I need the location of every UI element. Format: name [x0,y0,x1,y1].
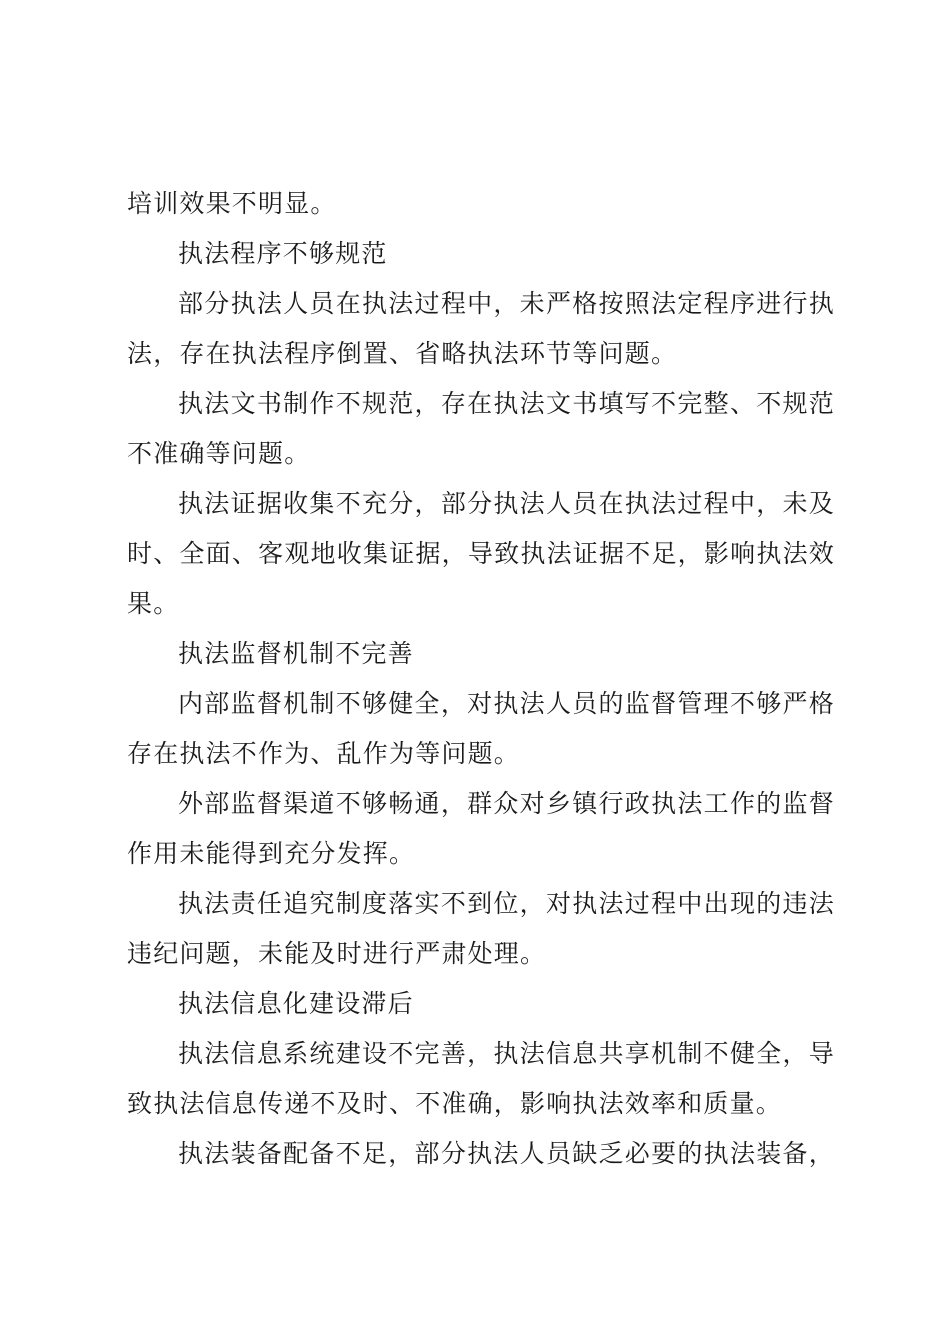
paragraph-line: 时、全面、客观地收集证据，导致执法证据不足，影响执法效 [127,539,835,568]
paragraph-line: 外部监督渠道不够畅通，群众对乡镇行政执法工作的监督 [178,789,835,818]
section-heading-informatization: 执法信息化建设滞后 [178,989,414,1018]
paragraph-line: 作用未能得到充分发挥。 [127,839,416,868]
paragraph-line: 致执法信息传递不及时、不准确，影响执法效率和质量。 [127,1089,783,1118]
paragraph-line: 内部监督机制不够健全，对执法人员的监督管理不够严格 [178,689,835,718]
paragraph-line: 不准确等问题。 [127,439,311,468]
paragraph-line: 执法证据收集不充分，部分执法人员在执法过程中，未及 [178,489,835,518]
section-heading-supervision: 执法监督机制不完善 [178,639,414,668]
document-body [127,179,835,1179]
paragraph-line: 执法责任追究制度落实不到位，对执法过程中出现的违法 [178,889,835,918]
paragraph-line: 法，存在执法程序倒置、省略执法环节等问题。 [127,339,678,368]
text-line-continuation: 培训效果不明显。 [127,189,337,218]
paragraph-line: 存在执法不作为、乱作为等问题。 [127,739,521,768]
paragraph-line: 违纪问题，未能及时进行严肃处理。 [127,939,547,968]
paragraph-line: 执法信息系统建设不完善，执法信息共享机制不健全，导 [178,1039,835,1068]
paragraph-line: 执法装备配备不足，部分执法人员缺乏必要的执法装备， [178,1139,835,1168]
paragraph-line: 执法文书制作不规范，存在执法文书填写不完整、不规范 [178,389,835,418]
paragraph-line: 部分执法人员在执法过程中，未严格按照法定程序进行执 [178,289,835,318]
paragraph-line: 果。 [127,589,180,618]
section-heading-procedure: 执法程序不够规范 [178,239,388,268]
